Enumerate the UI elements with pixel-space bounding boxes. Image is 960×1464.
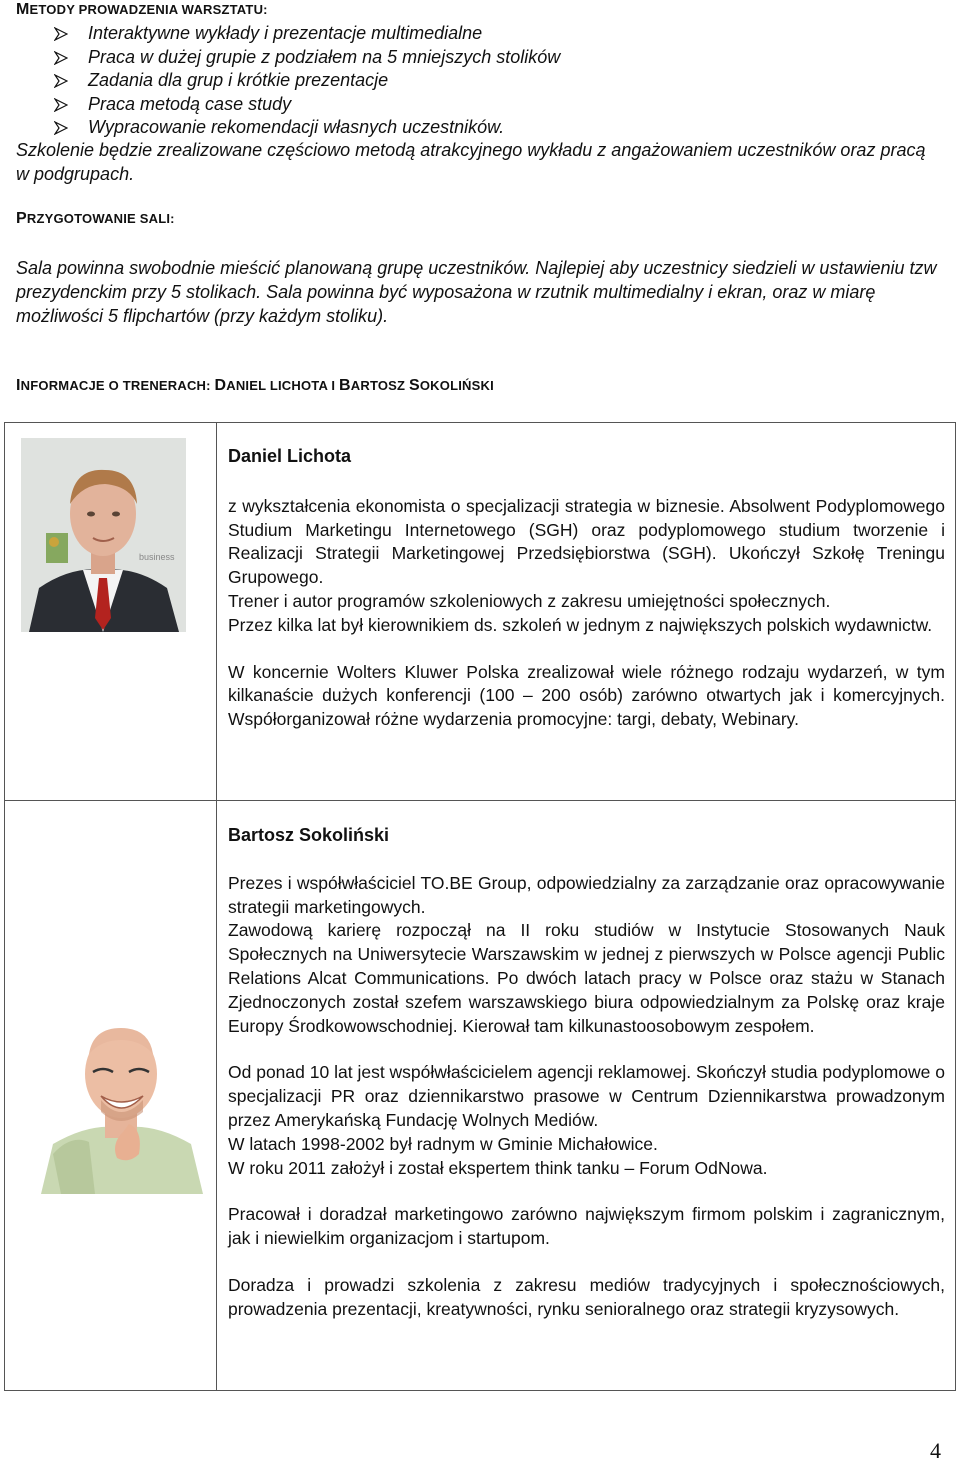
bio-paragraph: Doradza i prowadzi szkolenia z zakresu mediów tradycyjnych i społecznościowych, prowadzenia prezentacji, kreatywności, rynku senioralnego oraz strategii kryzysowych. [228,1274,945,1319]
list-item: Praca metodą case study [54,93,560,117]
methods-bullet-list [54,22,560,140]
bio-paragraph: W latach 1998-2002 był radnym w Gminie Michałowice. [228,1133,658,1154]
arrow-bullet-icon [54,121,68,135]
trainer-name: Bartosz Sokoliński [228,825,390,845]
list-item: Wypracowanie rekomendacji własnych uczestników. [54,116,560,140]
list-item: Praca w dużej grupie z podziałem na 5 mniejszych stolików [54,46,560,70]
section-title-methods: METODY PROWADZENIA WARSZTATU: [16,1,268,18]
methods-summary: Szkolenie będzie zrealizowane częściowo metodą atrakcyjnego wykładu z angażowaniem uczestników oraz pracą w podgrupach. [16,140,926,184]
list-item: Interaktywne wykłady i prezentacje multimedialne [54,22,560,46]
svg-text:business: business [139,552,175,562]
trainer-bio-daniel [228,445,945,732]
room-description: Sala powinna swobodnie mieścić planowaną grupę uczestników. Najlepiej aby uczestnicy siedzieli w ustawieniu tzw prezydenckim przy 5 stolikach. Sala powinna być wyposażona w rzutnik multimedialny i ekran, oraz w miarę możliwości 5 flipchartów (przy każdym stoliku). [16,258,937,326]
arrow-bullet-icon [54,27,68,41]
section-title-room: PRZYGOTOWANIE SALI: [16,210,175,227]
bio-paragraph: Prezes i współwłaściciel TO.BE Group, odpowiedzialny za zarządzanie oraz opracowywanie strategii marketingowych. [228,872,945,917]
bio-paragraph: Przez kilka lat był kierownikiem ds. szkoleń w jednym z największych polskich wydawnictw. [228,614,933,635]
bio-paragraph: Pracował i doradzał marketingowo zarówno największym firmom polskim i zagranicznym, jak i niewielkim organizacjom i startupom. [228,1204,945,1249]
column-divider [216,801,217,1390]
bio-paragraph: W roku 2011 założył i został ekspertem think tanku – Forum OdNowa. [228,1157,768,1178]
column-divider [216,423,217,800]
trainer-card-bartosz [4,800,956,1391]
bio-paragraph: Trener i autor programów szkoleniowych z zakresu umiejętności społecznych. [228,590,831,611]
bio-paragraph: W koncernie Wolters Kluwer Polska zrealizował wiele różnego rodzaju wydarzeń, w tym kilkanaście dużych konferencji (100 – 200 osób) zarówno otwartych jak i komercyjnych. Współorganizował różne wydarzenia promocyjne: targi, debaty, Webinary. [228,661,945,730]
list-item: Zadania dla grup i krótkie prezentacje [54,69,560,93]
arrow-bullet-icon [54,51,68,65]
trainer-photo-daniel [21,438,186,632]
trainer-card-daniel [4,422,956,801]
bio-paragraph: z wykształcenia ekonomista o specjalizacji strategia w biznesie. Absolwent Podyplomowego Studium Marketingu Internetowego (SGH) oraz podyplomowego studium tworzenie i Realizacji Strategii Marketingowej Przedsiębiorstwa (SGH). Ukończył Szkołę Treningu Grupowego. [228,495,945,588]
trainer-photo-bartosz [31,1004,208,1194]
arrow-bullet-icon [54,74,68,88]
section-title-trainers: INFORMACJE O TRENERACH: DANIEL LICHOTA I BARTOSZ SOKOLIŃSKI [16,377,494,394]
bio-paragraph: Zawodową karierę rozpoczął na II roku studiów w Instytucie Stosowanych Nauk Społecznych na Uniwersytecie Warszawskim w jednej z pierwszych w Polsce agencji Public Relations Alcat Communications. Po dwóch latach pracy w Polsce oraz stażu w Stanach Zjednoczonych został szefem warszawskiego biura odpowiedzialnym za Polskę oraz kraje Europy Środkowowschodniej. Kierował tam kilkunastoosobowym zespołem. [228,920,945,1036]
trainer-bio-bartosz [228,824,945,1322]
trainer-name: Daniel Lichota [228,446,352,466]
page-number: 4 [930,1438,941,1463]
bio-paragraph: Od ponad 10 lat jest współwłaścicielem agencji reklamowej. Skończył studia podyplomowe o specjalizacji PR oraz dziennikarstwo prasowe w Centrum Dziennikarstwa prowadzonym przez Amerykańską Fundację Wolnych Mediów. [228,1062,945,1130]
arrow-bullet-icon [54,98,68,112]
